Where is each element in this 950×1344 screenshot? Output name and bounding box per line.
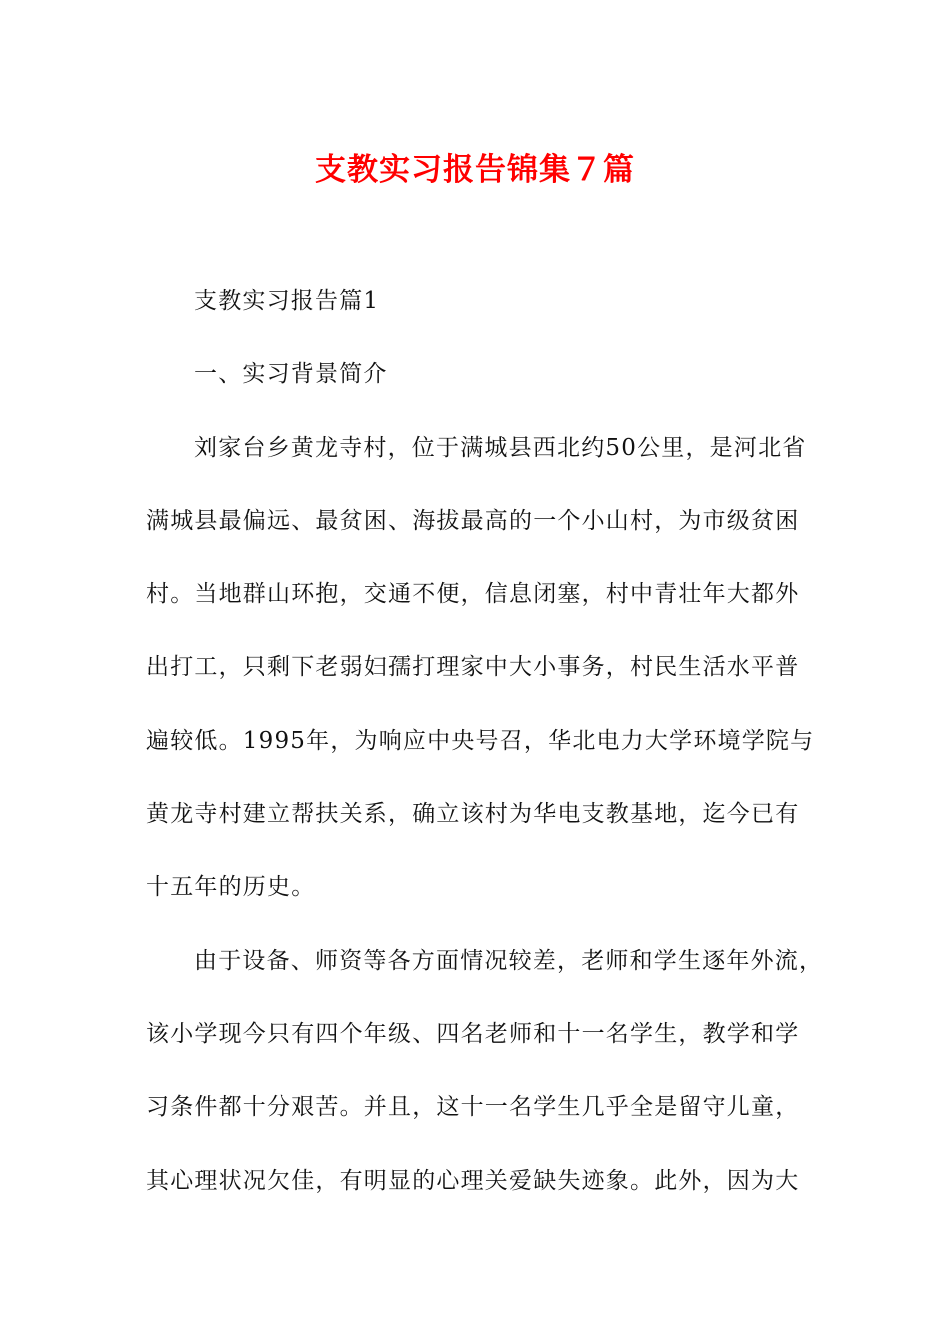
document-body — [146, 282, 824, 1235]
paragraph-line: 该小学现今只有四个年级、四名老师和十一名学生，教学和学 — [146, 1020, 800, 1047]
paragraph-line: 由于设备、师资等各方面情况较差，老师和学生逐年外流， — [194, 947, 824, 974]
paragraph-line: 村。当地群山环抱，交通不便，信息闭塞，村中青壮年大都外 — [146, 581, 800, 608]
section-heading: 支教实习报告篇1 — [194, 288, 380, 314]
paragraph-line: 习条件都十分艰苦。并且，这十一名学生几乎全是留守儿童， — [146, 1094, 800, 1121]
paragraph-line: 十五年的历史。 — [146, 874, 316, 901]
paragraph-line: 刘家台乡黄龙寺村，位于满城县西北约50公里，是河北省 — [194, 434, 807, 461]
subsection-heading: 一、实习背景简介 — [194, 361, 388, 388]
paragraph-line: 黄龙寺村建立帮扶关系，确立该村为华电支教基地，迄今已有 — [146, 801, 800, 828]
paragraph-line: 遍较低。1995年，为响应中央号召，华北电力大学环境学院与 — [146, 727, 815, 754]
paragraph-line: 其心理状况欠佳，有明显的心理关爱缺失迹象。此外，因为大 — [146, 1167, 800, 1194]
paragraph-line: 出打工，只剩下老弱妇孺打理家中大小事务，村民生活水平普 — [146, 654, 800, 681]
paragraph-line: 满城县最偏远、最贫困、海拔最高的一个小山村，为市级贫困 — [146, 507, 800, 534]
document-title: 支教实习报告锦集７篇 — [315, 152, 635, 188]
